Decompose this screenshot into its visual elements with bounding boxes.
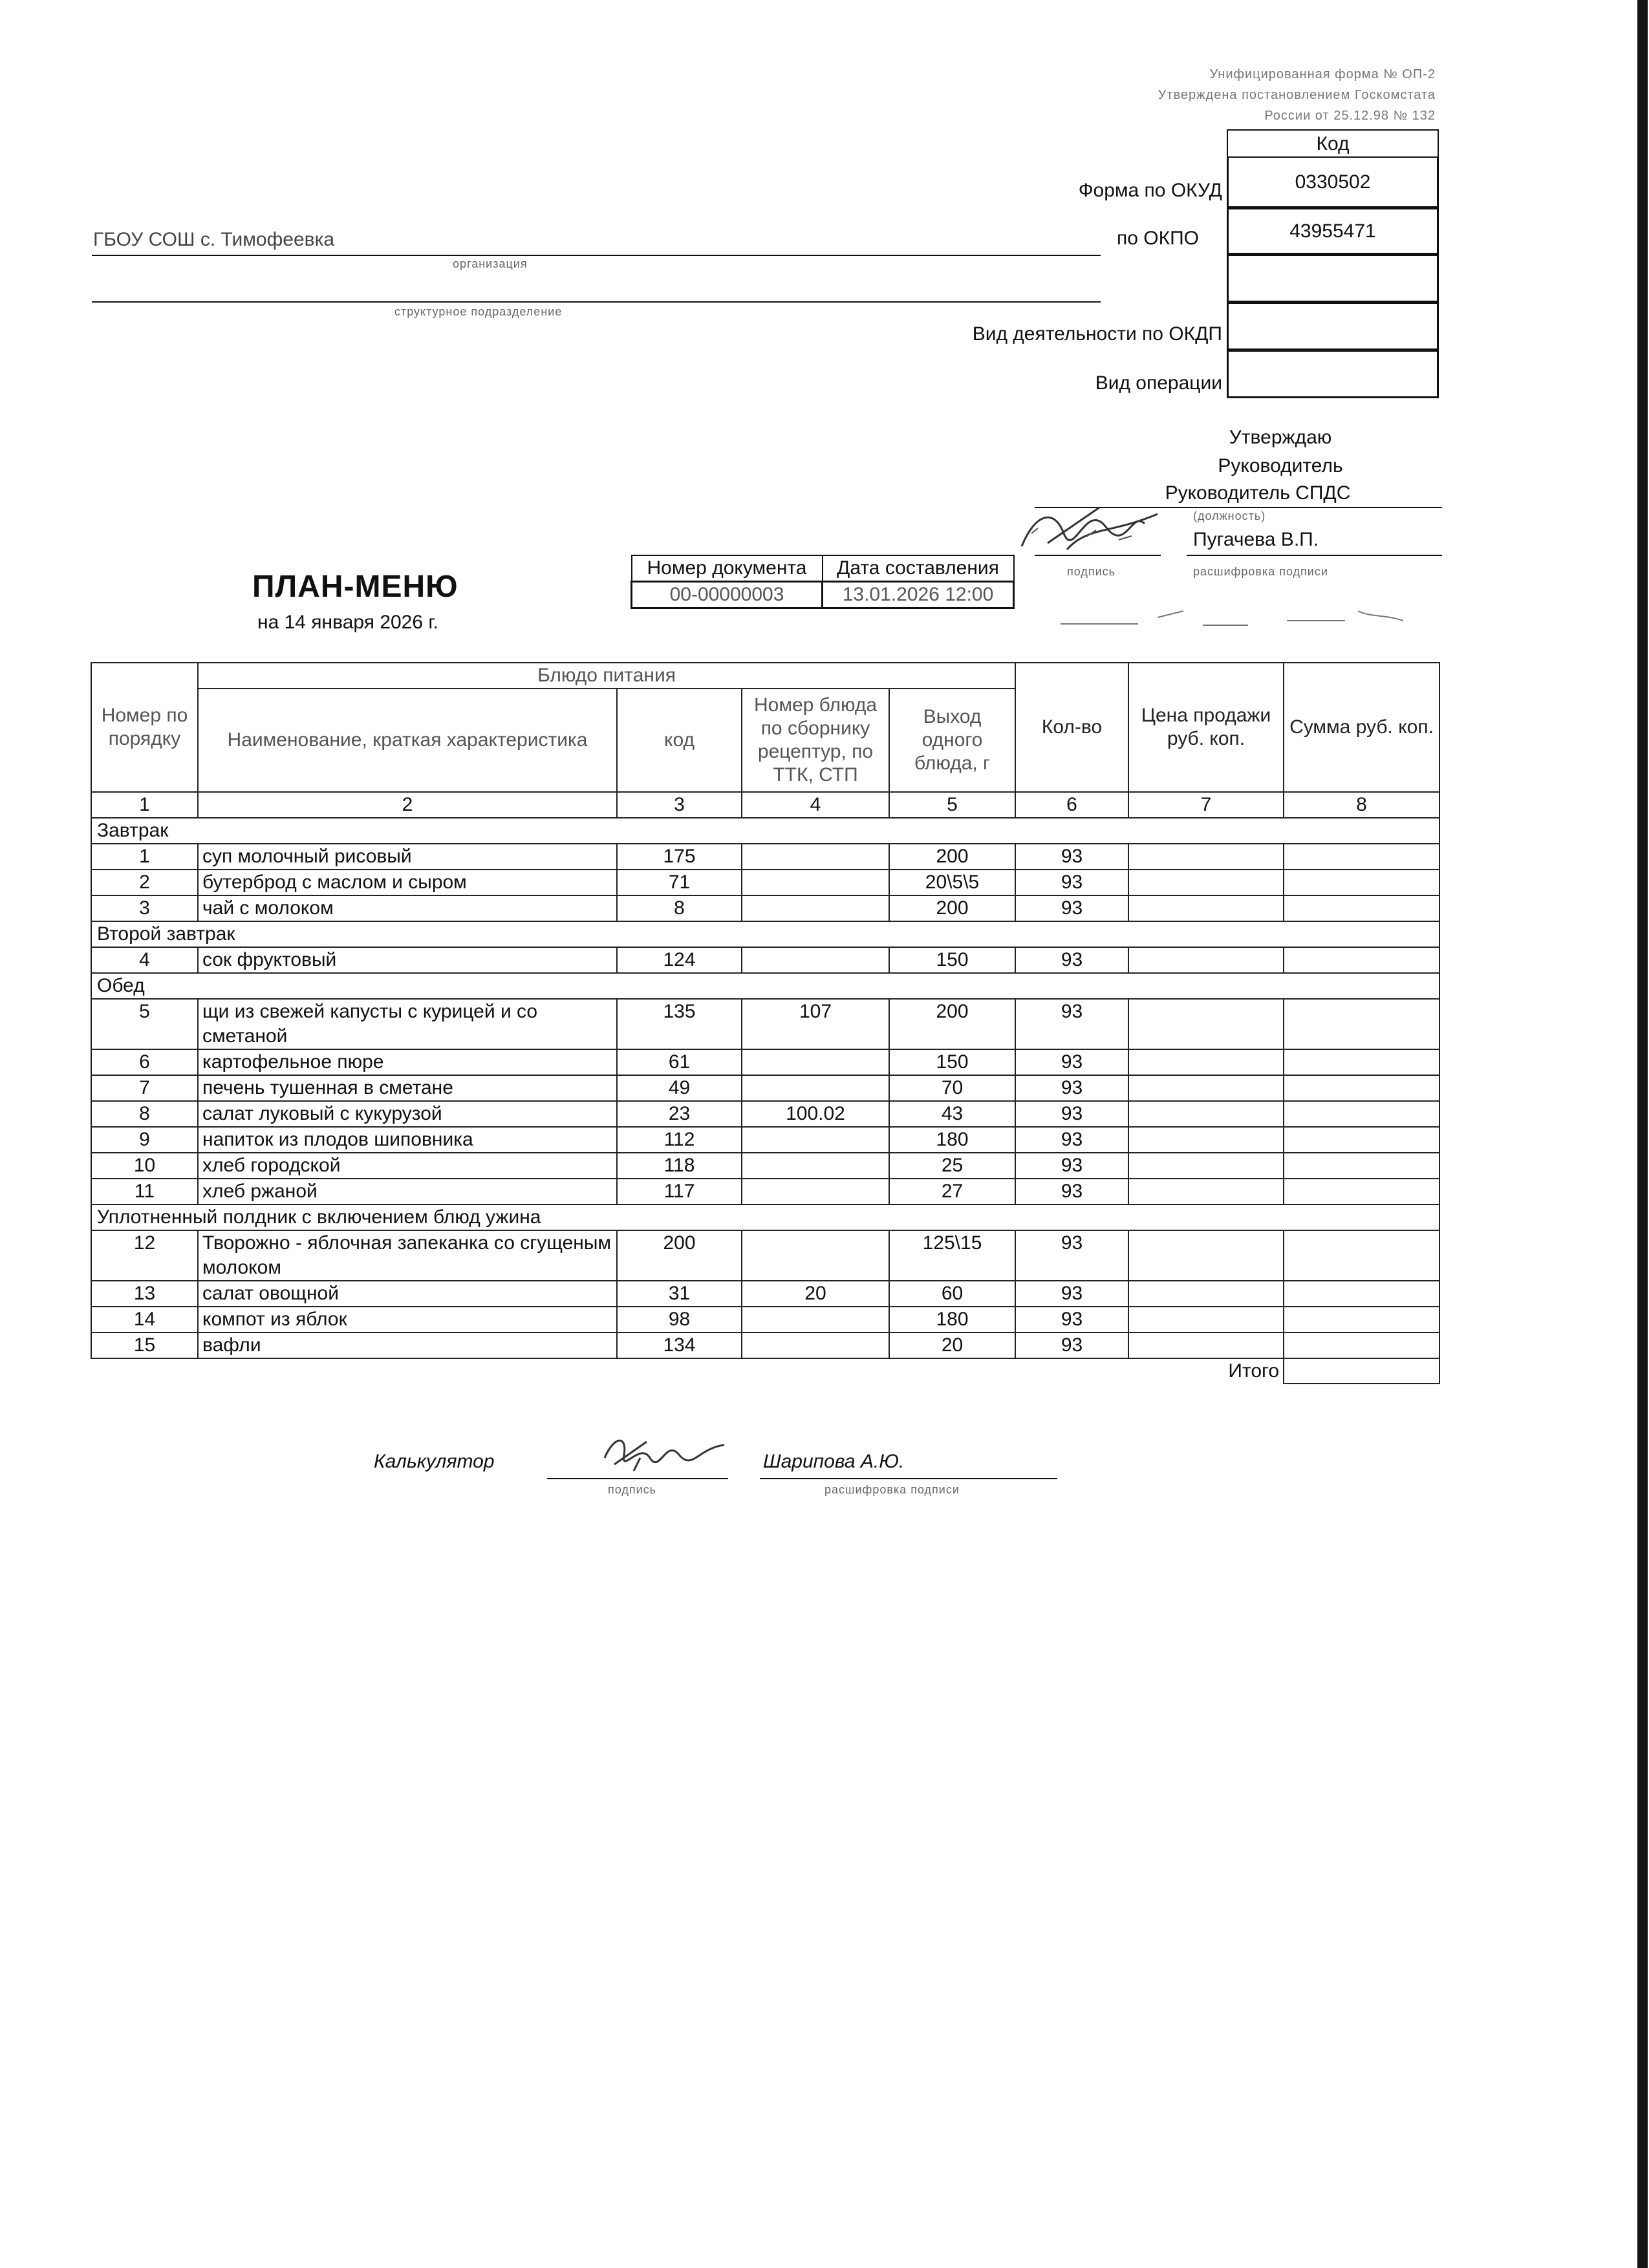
sum-cell <box>1284 947 1439 973</box>
dish-yield: 180 <box>889 1307 1015 1332</box>
dish-name: компот из яблок <box>198 1307 617 1332</box>
sign-caption: подпись <box>1067 565 1116 578</box>
dish-code: 112 <box>617 1127 742 1153</box>
form-note-line3: России от 25.12.98 № 132 <box>1264 109 1436 123</box>
sum-cell <box>1284 1049 1439 1075</box>
approve-line1: Утверждаю <box>1229 427 1332 448</box>
recipe-number <box>742 947 889 973</box>
code-empty-1 <box>1227 255 1439 303</box>
price-cell <box>1128 895 1284 921</box>
row-number: 5 <box>91 999 198 1049</box>
dish-yield: 20 <box>889 1332 1015 1358</box>
scan-edge <box>1637 0 1648 2268</box>
operation-label: Вид операции <box>1095 372 1222 394</box>
dish-name: напиток из плодов шиповника <box>198 1127 617 1153</box>
dish-qty: 93 <box>1015 1127 1128 1153</box>
dish-yield: 200 <box>889 844 1015 870</box>
table-row <box>91 1153 1439 1179</box>
price-cell <box>1128 1179 1284 1204</box>
row-number: 9 <box>91 1127 198 1153</box>
dish-name: салат луковый с кукурузой <box>198 1101 617 1127</box>
dish-code: 98 <box>617 1307 742 1332</box>
table-row <box>91 999 1439 1049</box>
menu-table <box>91 662 1440 1384</box>
dish-qty: 93 <box>1015 1075 1128 1101</box>
dish-code: 134 <box>617 1332 742 1358</box>
recipe-number <box>742 1230 889 1281</box>
doc-date-label: Дата составления <box>823 555 1014 582</box>
table-row <box>91 1332 1439 1358</box>
approve-line2: Руководитель <box>1218 455 1343 476</box>
price-cell <box>1128 1127 1284 1153</box>
row-number: 7 <box>91 1075 198 1101</box>
header-num: Номер по порядку <box>91 663 198 792</box>
dish-name: сок фруктовый <box>198 947 617 973</box>
dish-qty: 93 <box>1015 1049 1128 1075</box>
approve-position: Руководитель СПДС <box>1165 482 1351 504</box>
column-number: 4 <box>742 792 889 818</box>
section-row <box>91 973 1439 999</box>
scan-marks-icon <box>1054 598 1416 637</box>
section-title: Уплотненный полдник с включением блюд ужина <box>91 1204 1439 1230</box>
dish-qty: 93 <box>1015 947 1128 973</box>
table-row <box>91 1281 1439 1307</box>
okdp-value <box>1227 303 1439 350</box>
okud-value: 0330502 <box>1227 156 1439 208</box>
okud-label: Форма по ОКУД <box>1078 180 1222 201</box>
recipe-number <box>742 844 889 870</box>
dish-name: суп молочный рисовый <box>198 844 617 870</box>
recipe-number: 20 <box>742 1281 889 1307</box>
price-cell <box>1128 1230 1284 1281</box>
column-number: 3 <box>617 792 742 818</box>
dish-code: 49 <box>617 1075 742 1101</box>
footer-decode-caption: расшифровка подписи <box>824 1483 960 1496</box>
footer-sign-caption: подпись <box>608 1483 657 1496</box>
dish-code: 71 <box>617 870 742 895</box>
dept-underline <box>92 301 1101 303</box>
dish-qty: 93 <box>1015 1332 1128 1358</box>
recipe-number <box>742 1153 889 1179</box>
sum-cell <box>1284 1307 1439 1332</box>
dish-name: вафли <box>198 1332 617 1358</box>
dish-name: картофельное пюре <box>198 1049 617 1075</box>
decode-caption: расшифровка подписи <box>1193 565 1328 578</box>
column-number: 7 <box>1128 792 1284 818</box>
dish-code: 175 <box>617 844 742 870</box>
sum-cell <box>1284 1153 1439 1179</box>
sum-cell <box>1284 1075 1439 1101</box>
okpo-value: 43955471 <box>1227 208 1439 255</box>
section-title: Обед <box>91 973 1439 999</box>
dish-yield: 43 <box>889 1101 1015 1127</box>
dish-yield: 180 <box>889 1127 1015 1153</box>
row-number: 10 <box>91 1153 198 1179</box>
org-name: ГБОУ СОШ с. Тимофеевка <box>93 229 335 250</box>
org-underline <box>92 255 1101 256</box>
recipe-number <box>742 1127 889 1153</box>
recipe-number <box>742 1179 889 1204</box>
dish-name: хлеб городской <box>198 1153 617 1179</box>
table-row <box>91 1179 1439 1204</box>
price-cell <box>1128 1307 1284 1332</box>
section-row <box>91 921 1439 947</box>
dish-name: чай с молоком <box>198 895 617 921</box>
total-label: Итого <box>1228 1360 1280 1382</box>
header-yield: Выход одного блюда, г <box>889 689 1015 792</box>
sum-cell <box>1284 1179 1439 1204</box>
sum-cell <box>1284 895 1439 921</box>
form-note-line2: Утверждена постановлением Госкомстата <box>1158 88 1436 102</box>
dish-name: бутерброд с маслом и сыром <box>198 870 617 895</box>
dish-yield: 200 <box>889 895 1015 921</box>
table-row <box>91 870 1439 895</box>
price-cell <box>1128 844 1284 870</box>
dish-code: 200 <box>617 1230 742 1281</box>
column-number: 5 <box>889 792 1015 818</box>
section-row <box>91 818 1439 844</box>
header-group: Блюдо питания <box>198 663 1015 689</box>
price-cell <box>1128 1332 1284 1358</box>
table-row <box>91 1127 1439 1153</box>
code-header: Код <box>1227 129 1439 156</box>
column-number: 6 <box>1015 792 1128 818</box>
row-number: 4 <box>91 947 198 973</box>
recipe-number <box>742 1307 889 1332</box>
sum-cell <box>1284 870 1439 895</box>
table-row <box>91 947 1439 973</box>
price-cell <box>1128 1281 1284 1307</box>
row-number: 12 <box>91 1230 198 1281</box>
table-row <box>91 1230 1439 1281</box>
table-row <box>91 1101 1439 1127</box>
dish-qty: 93 <box>1015 1307 1128 1332</box>
section-row <box>91 1204 1439 1230</box>
row-number: 14 <box>91 1307 198 1332</box>
document-number-table <box>630 555 1015 609</box>
table-row <box>91 844 1439 870</box>
dish-qty: 93 <box>1015 1153 1128 1179</box>
dish-yield: 20\5\5 <box>889 870 1015 895</box>
sum-cell <box>1284 844 1439 870</box>
column-number: 2 <box>198 792 617 818</box>
dish-yield: 25 <box>889 1153 1015 1179</box>
table-row <box>91 1307 1439 1332</box>
dish-code: 135 <box>617 999 742 1049</box>
row-number: 2 <box>91 870 198 895</box>
header-price: Цена продажи руб. коп. <box>1128 663 1284 792</box>
recipe-number <box>742 1075 889 1101</box>
dish-yield: 150 <box>889 947 1015 973</box>
header-code: код <box>617 689 742 792</box>
position-caption: (должность) <box>1193 509 1266 522</box>
name-underline <box>1187 555 1442 556</box>
recipe-number <box>742 895 889 921</box>
section-title: Второй завтрак <box>91 921 1439 947</box>
row-number: 15 <box>91 1332 198 1358</box>
doc-number-value: 00-00000003 <box>632 582 823 608</box>
row-number: 8 <box>91 1101 198 1127</box>
okdp-label: Вид деятельности по ОКДП <box>972 323 1222 345</box>
sum-cell <box>1284 1230 1439 1281</box>
dish-code: 118 <box>617 1153 742 1179</box>
calculator-signature-icon <box>595 1422 737 1481</box>
dish-name: щи из свежей капусты с курицей и со сметаной <box>198 999 617 1049</box>
document-subtitle: на 14 января 2026 г. <box>257 612 439 633</box>
recipe-number <box>742 870 889 895</box>
price-cell <box>1128 1153 1284 1179</box>
header-qty: Кол-во <box>1015 663 1128 792</box>
org-caption: организация <box>453 257 528 270</box>
dish-name: печень тушенная в сметане <box>198 1075 617 1101</box>
dept-caption: структурное подразделение <box>394 305 563 318</box>
row-number: 3 <box>91 895 198 921</box>
dish-qty: 93 <box>1015 870 1128 895</box>
sum-cell <box>1284 1127 1439 1153</box>
dish-name: хлеб ржаной <box>198 1179 617 1204</box>
header-sum: Сумма руб. коп. <box>1284 663 1439 792</box>
price-cell <box>1128 1101 1284 1127</box>
dish-yield: 70 <box>889 1075 1015 1101</box>
dish-yield: 60 <box>889 1281 1015 1307</box>
dish-qty: 93 <box>1015 1281 1128 1307</box>
dish-yield: 125\15 <box>889 1230 1015 1281</box>
dish-code: 23 <box>617 1101 742 1127</box>
footer-name-line <box>760 1478 1057 1479</box>
price-cell <box>1128 947 1284 973</box>
dish-qty: 93 <box>1015 1101 1128 1127</box>
section-title: Завтрак <box>91 818 1439 844</box>
column-numbers-row <box>91 792 1439 818</box>
total-value <box>1284 1358 1439 1384</box>
footer-role: Калькулятор <box>374 1451 495 1472</box>
doc-number-label: Номер документа <box>632 555 823 582</box>
dish-name: салат овощной <box>198 1281 617 1307</box>
price-cell <box>1128 1075 1284 1101</box>
dish-yield: 200 <box>889 999 1015 1049</box>
row-number: 1 <box>91 844 198 870</box>
recipe-number <box>742 1049 889 1075</box>
table-row <box>91 1049 1439 1075</box>
dish-code: 117 <box>617 1179 742 1204</box>
dish-qty: 93 <box>1015 895 1128 921</box>
table-row <box>91 1075 1439 1101</box>
price-cell <box>1128 999 1284 1049</box>
sum-cell <box>1284 1332 1439 1358</box>
dish-code: 124 <box>617 947 742 973</box>
approver-name: Пугачева В.П. <box>1193 529 1319 550</box>
dish-name: Творожно - яблочная запеканка со сгущеным молоком <box>198 1230 617 1281</box>
okpo-label: по ОКПО <box>1117 228 1199 249</box>
column-number: 1 <box>91 792 198 818</box>
recipe-number: 107 <box>742 999 889 1049</box>
row-number: 11 <box>91 1179 198 1204</box>
total-row <box>91 1358 1439 1384</box>
dish-code: 31 <box>617 1281 742 1307</box>
price-cell <box>1128 1049 1284 1075</box>
price-cell <box>1128 870 1284 895</box>
sum-cell <box>1284 1101 1439 1127</box>
dish-qty: 93 <box>1015 999 1128 1049</box>
recipe-number <box>742 1332 889 1358</box>
dish-code: 61 <box>617 1049 742 1075</box>
row-number: 13 <box>91 1281 198 1307</box>
header-recipe: Номер блюда по сборнику рецептур, по ТТК, СТП <box>742 689 889 792</box>
dish-yield: 150 <box>889 1049 1015 1075</box>
document-title: ПЛАН-МЕНЮ <box>252 570 458 604</box>
dish-qty: 93 <box>1015 1179 1128 1204</box>
recipe-number: 100.02 <box>742 1101 889 1127</box>
operation-value <box>1227 350 1439 398</box>
sum-cell <box>1284 1281 1439 1307</box>
sum-cell <box>1284 999 1439 1049</box>
dish-code: 8 <box>617 895 742 921</box>
footer-name: Шарипова А.Ю. <box>763 1451 905 1472</box>
doc-date-value: 13.01.2026 12:00 <box>823 582 1014 608</box>
dish-qty: 93 <box>1015 844 1128 870</box>
header-name: Наименование, краткая характеристика <box>198 689 617 792</box>
column-number: 8 <box>1284 792 1439 818</box>
table-row <box>91 895 1439 921</box>
dish-qty: 93 <box>1015 1230 1128 1281</box>
approver-signature-icon <box>1009 488 1203 559</box>
form-note-line1: Унифицированная форма № ОП-2 <box>1209 67 1436 81</box>
dish-yield: 27 <box>889 1179 1015 1204</box>
row-number: 6 <box>91 1049 198 1075</box>
